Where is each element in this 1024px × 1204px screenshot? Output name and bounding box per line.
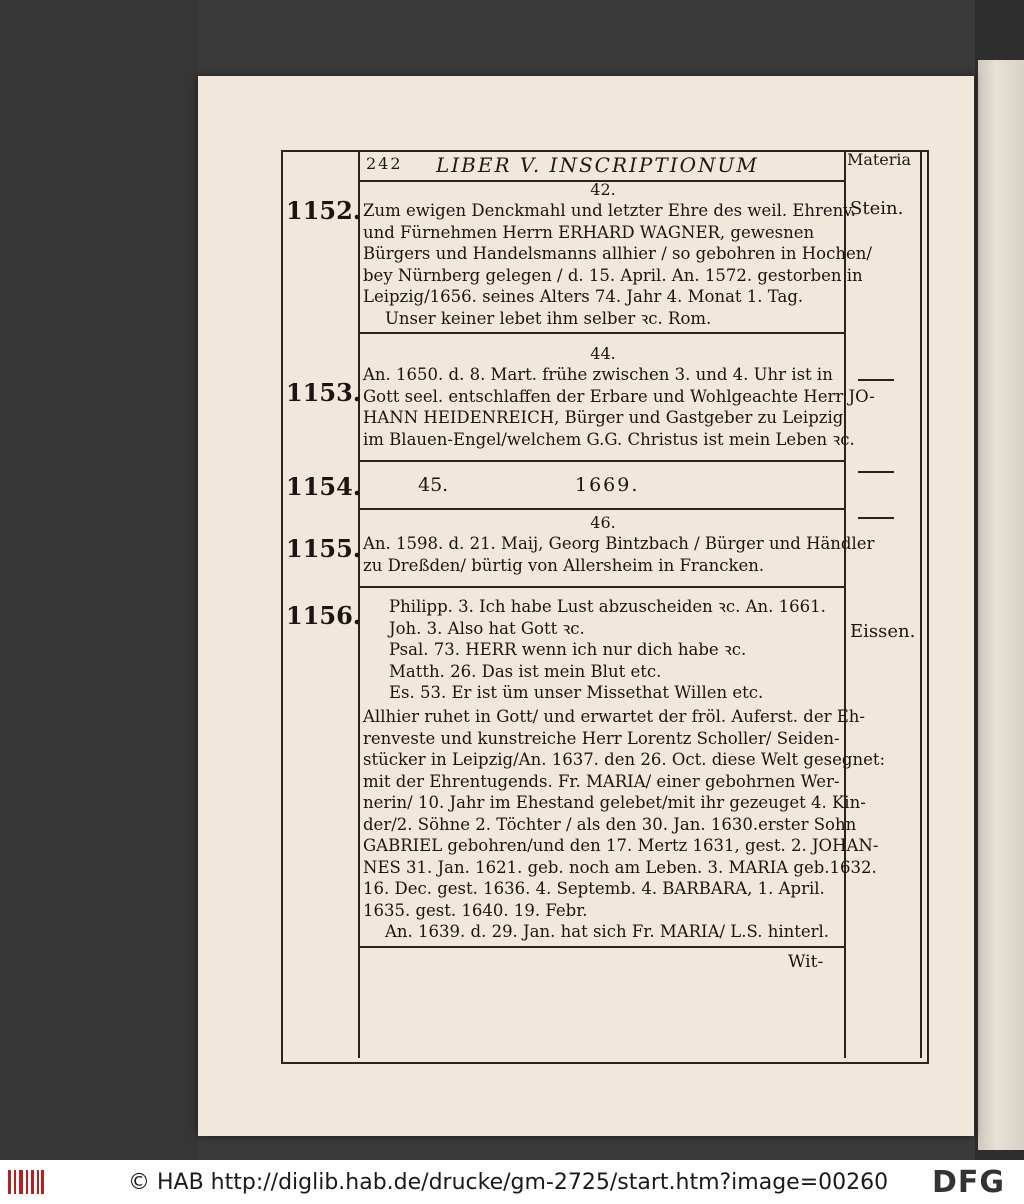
inscription-number: 42. xyxy=(590,180,616,199)
entry-separator xyxy=(358,508,844,510)
text-line: An. 1650. d. 8. Mart. frühe zwischen 3. und 4. Uhr ist in xyxy=(363,365,833,384)
entry-number: 1152. xyxy=(286,196,362,225)
inscription-number: 46. xyxy=(590,513,616,532)
material-dash xyxy=(858,379,894,381)
page-number: 242 xyxy=(366,154,403,173)
text-line: der/2. Söhne 2. Töchter / als den 30. Jan. 1630.erster Sohn xyxy=(363,814,857,834)
catchword: Wit- xyxy=(788,952,824,972)
text-line: bey Nürnberg gelegen / d. 15. April. An. 1572. gestorben in xyxy=(363,265,863,285)
text-line: 1635. gest. 1640. 19. Febr. xyxy=(363,900,588,920)
dfg-logo: DFG xyxy=(932,1165,1006,1200)
inscription-text xyxy=(363,533,875,576)
entry-separator xyxy=(358,946,844,948)
entry-number: 1156. xyxy=(286,601,362,630)
next-page-edge xyxy=(978,60,1024,1150)
text-line: Leipzig/1656. seines Alters 74. Jahr 4. Monat 1. Tag. xyxy=(363,287,804,306)
text-line: HANN HEIDENREICH, Bürger und Gastgeber zu Leipzig xyxy=(363,408,844,427)
text-line: zu Dreßden/ bürtig von Allersheim in Francken. xyxy=(363,555,765,575)
entry-separator xyxy=(358,586,844,588)
entry-number: 1155. xyxy=(286,534,362,563)
material-label: Stein. xyxy=(850,198,904,219)
entry-number: 1154. xyxy=(286,472,362,501)
running-head xyxy=(358,152,844,180)
barcode-logo-icon xyxy=(6,1166,46,1198)
source-credit-link[interactable]: © HAB http://diglib.hab.de/drucke/gm-2725/start.htm?image=00260 xyxy=(128,1170,889,1195)
verse-line: Es. 53. Er ist üm unser Missethat Willen etc. xyxy=(389,683,764,702)
verse-line: Psal. 73. HERR wenn ich nur dich habe ꝛc. xyxy=(389,640,747,659)
inscription-text xyxy=(363,200,872,329)
text-line: Bürgers und Handelsmanns allhier / so gebohren in Hochen/ xyxy=(363,244,872,263)
text-line: An. 1598. d. 21. Maij, Georg Bintzbach / Bürger und Händler xyxy=(363,534,875,553)
text-line: mit der Ehrentugends. Fr. MARIA/ einer gebohrnen Wer- xyxy=(363,771,840,791)
inscription-number: 45. xyxy=(418,474,449,496)
text-line: Allhier ruhet in Gott/ und erwartet der fröl. Auferst. der Eh- xyxy=(363,707,865,726)
text-line: nerin/ 10. Jahr im Ehestand gelebet/mit ihr gezeuget 4. Kin- xyxy=(363,793,866,812)
inscription-text xyxy=(363,706,886,943)
right-frame-divider xyxy=(920,152,922,1058)
entry-separator xyxy=(358,332,844,334)
book-page xyxy=(198,76,974,1136)
material-column-head: Materia xyxy=(846,150,912,169)
running-title: LIBER V. INSCRIPTIONUM xyxy=(436,153,759,177)
text-line: stücker in Leipzig/An. 1637. den 26. Oct. diese Welt gesegnet: xyxy=(363,750,886,769)
verse-line: Matth. 26. Das ist mein Blut etc. xyxy=(389,661,662,681)
viewer-footer xyxy=(0,1160,1024,1204)
text-line: Unser keiner lebet ihm selber ꝛc. Rom. xyxy=(385,308,712,328)
inscription-year: 1669. xyxy=(575,474,640,496)
inscription-text xyxy=(363,364,875,450)
verse-line: Philipp. 3. Ich habe Lust abzuscheiden ꝛc. An. 1661. xyxy=(389,597,826,616)
text-line: im Blauen-Engel/welchem G.G. Christus ist mein Leben ꝛc. xyxy=(363,429,855,449)
text-line: und Fürnehmen Herrn ERHARD WAGNER, gewesnen xyxy=(363,222,815,242)
text-line: Gott seel. entschlaffen der Erbare und Wohlgeachte Herr JO- xyxy=(363,386,875,406)
text-line: 16. Dec. gest. 1636. 4. Septemb. 4. BARBARA, 1. April. xyxy=(363,879,825,898)
entry-separator xyxy=(358,460,844,462)
verse-list xyxy=(363,596,853,704)
text-line: An. 1639. d. 29. Jan. hat sich Fr. MARIA/ L.S. hinterl. xyxy=(385,922,830,941)
scan-background-left xyxy=(0,0,198,1160)
material-dash xyxy=(858,471,894,473)
material-dash xyxy=(858,517,894,519)
verse-line: Joh. 3. Also hat Gott ꝛc. xyxy=(389,618,585,638)
inscription-number: 44. xyxy=(590,344,616,363)
text-line: GABRIEL gebohren/und den 17. Mertz 1631, gest. 2. JOHAN- xyxy=(363,836,879,855)
text-line: renveste und kunstreiche Herr Lorentz Scholler/ Seiden- xyxy=(363,728,840,748)
text-line: NES 31. Jan. 1621. geb. noch am Leben. 3. MARIA geb.1632. xyxy=(363,857,877,877)
entry-number: 1153. xyxy=(286,378,362,407)
material-label: Eissen. xyxy=(850,621,916,642)
text-line: Zum ewigen Denckmahl und letzter Ehre des weil. Ehrenv. xyxy=(363,201,856,220)
